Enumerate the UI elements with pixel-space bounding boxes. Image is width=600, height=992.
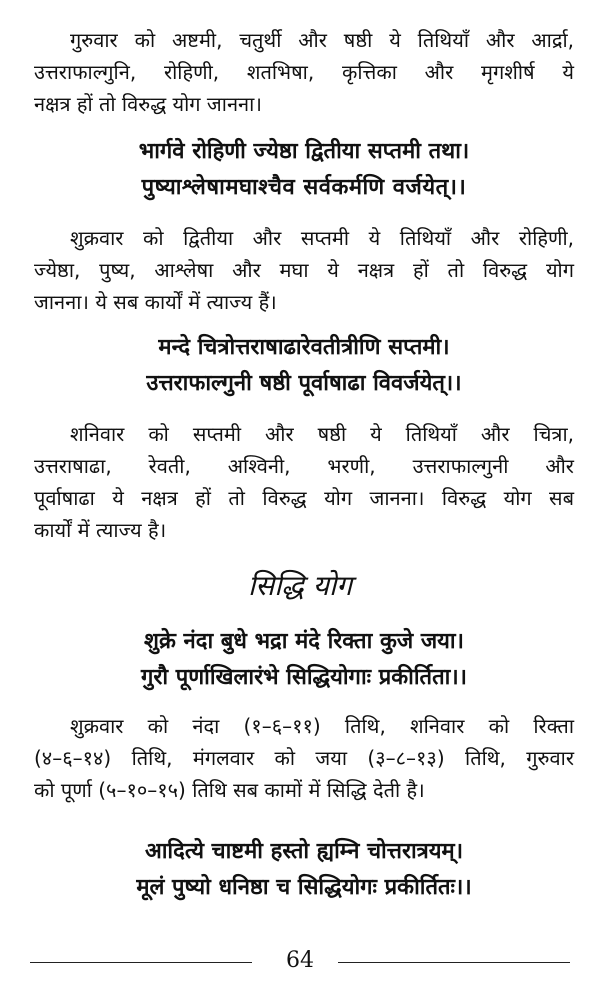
paragraph-thursday <box>34 24 574 120</box>
verse-line: मन्दे चित्रोत्तराषाढारेवतीत्रीणि सप्तमी। <box>158 335 450 360</box>
text-line: गुरुवार को अष्टमी, चतुर्थी और षष्ठी ये तिथियाँ और आर्द्रा, <box>70 28 574 52</box>
text-line: पूर्वाषाढा ये नक्षत्र हों तो विरुद्ध योग जानना। विरुद्ध योग सब <box>34 486 574 510</box>
verse-saturday <box>34 330 574 402</box>
text-line: नक्षत्र हों तो विरुद्ध योग जानना। <box>34 92 262 116</box>
text-line: जानना। ये सब कार्यों में त्याज्य हैं। <box>34 290 277 314</box>
text-line: उत्तराषाढा, रेवती, अश्विनी, भरणी, उत्तराफाल्गुनी और <box>34 454 574 478</box>
text-line: कार्यों में त्याज्य है। <box>34 518 167 542</box>
text-line: को पूर्णा (५–१०–१५) तिथि सब कामों में सिद्धि देती है। <box>34 778 425 802</box>
verse-line: भार्गवे रोहिणी ज्येष्ठा द्वितीया सप्तमी तथा। <box>138 139 470 164</box>
text-line: उत्तराफाल्गुनि, रोहिणी, शतभिषा, कृत्तिका और मृगशीर्ष ये <box>34 60 574 84</box>
paragraph-friday <box>34 222 574 318</box>
verse-friday <box>34 134 574 206</box>
paragraph-saturday <box>34 418 574 546</box>
verse-line: पुष्याश्लेषामघाश्चैव सर्वकर्मणि वर्जयेत्।। <box>141 175 467 200</box>
verse-line: शुक्रे नंदा बुधे भद्रा मंदे रिक्ता कुजे जया। <box>144 629 464 654</box>
footer-rule-right <box>338 962 570 963</box>
verse-line: गुरौ पूर्णाखिलारंभे सिद्धियोगाः प्रकीर्तिता।। <box>140 665 468 690</box>
verse-siddhi <box>34 624 574 696</box>
text-line: शनिवार को सप्तमी और षष्ठी ये तिथियाँ और चित्रा, <box>70 422 574 446</box>
page-number: 64 <box>286 948 314 973</box>
text-line: (४–६–१४) तिथि, मंगलवार को जया (३–८–१३) तिथि, गुरुवार <box>34 746 574 770</box>
section-heading: सिद्धि योग <box>248 569 352 602</box>
text-line: शुक्रवार को नंदा (१–६–११) तिथि, शनिवार को रिक्ता <box>70 714 574 738</box>
verse-line: आदित्ये चाष्टमी हस्तो ह्यम्नि चोत्तरात्रयम्। <box>144 839 464 864</box>
page-footer <box>30 946 570 976</box>
paragraph-siddhi <box>34 710 574 806</box>
text-line: ज्येष्ठा, पुष्य, आश्लेषा और मघा ये नक्षत्र हों तो विरुद्ध योग <box>34 258 574 282</box>
verse-sunday <box>34 834 574 906</box>
text-line: शुक्रवार को द्वितीया और सप्तमी ये तिथियाँ और रोहिणी, <box>70 226 574 250</box>
verse-line: उत्तराफाल्गुनी षष्ठी पूर्वाषाढा विवर्जयेत्।। <box>146 371 462 396</box>
verse-line: मूलं पुष्यो धनिष्ठा च सिद्धियोगः प्रकीर्तितः।। <box>136 875 472 900</box>
